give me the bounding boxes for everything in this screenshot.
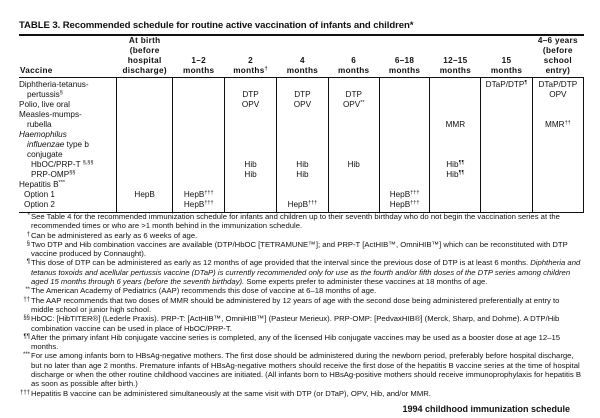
footnote-text: Can be administered as early as 6 weeks of age.	[31, 230, 198, 240]
dose-entry	[225, 140, 276, 150]
footnote-mark: ††	[23, 296, 30, 303]
footnote-text: After the primary infant Hib conjugate vaccine series is completed, any of the licensed Hib conjugate vaccines may be used as a booster dose at age 12–15 months.	[31, 332, 561, 352]
column-header-line: months	[439, 66, 472, 75]
dose-entry	[277, 120, 328, 130]
vaccine-name	[19, 170, 116, 180]
dose-entry	[380, 120, 430, 130]
dose-entry	[481, 180, 531, 190]
dose-entry	[481, 130, 531, 140]
dose-entry	[430, 150, 480, 160]
dose-entry	[225, 200, 276, 210]
footnote	[24, 286, 584, 295]
dose-entry	[481, 150, 531, 160]
dose-label: DTP	[345, 90, 362, 99]
dose-label: OPV	[241, 100, 260, 109]
footnote-mark: †††	[19, 389, 30, 396]
footnote	[24, 314, 584, 333]
footnote-mark: †	[264, 66, 268, 72]
footnote-text: Two DTP and Hib combination vaccines are available (DTP/HbOC [TETRAMUNE™]; and PRP-T [ActHIB™, OmniHIB™] which can be reconstituted with DTP vaccine produced by Connaught).	[31, 239, 568, 259]
vaccine-label: HbOC/PRP-T	[31, 160, 83, 169]
dose-entry	[481, 200, 531, 210]
column-header	[532, 36, 583, 78]
footnote-mark: †††	[308, 200, 318, 206]
dose-entry	[430, 120, 480, 130]
dose-entry	[173, 100, 224, 110]
vaccine-label: conjugate	[27, 150, 63, 159]
dose-label: DTaP/DTP	[485, 80, 525, 89]
dose-list	[173, 78, 224, 212]
dose-label: Hib	[347, 160, 360, 169]
footnote-mark: ††	[564, 120, 571, 126]
footnote-mark: †††	[204, 200, 214, 206]
dose-entry	[533, 190, 583, 200]
dose-entry	[117, 170, 172, 180]
footnote-mark: †††	[410, 190, 420, 196]
dose-entry	[533, 170, 583, 180]
dose-list	[481, 78, 531, 212]
vaccine-label: rubella	[27, 120, 52, 129]
footnote-text: See Table 4 for the recommended immunization schedule for infants and children up to their seventh birthday who do not begin the vaccination series at the recommended times or who are >1 month behind in the immunization schedule.	[31, 212, 560, 231]
footnotes	[19, 212, 584, 398]
dose-entry	[430, 130, 480, 140]
dose-entry	[225, 150, 276, 160]
schedule-cell-at-birth	[116, 78, 172, 213]
dose-list	[430, 78, 480, 212]
dose-entry	[380, 170, 430, 180]
column-header	[225, 36, 277, 78]
dose-entry	[329, 110, 379, 120]
dose-entry	[430, 170, 480, 180]
dose-entry	[225, 190, 276, 200]
column-header-line: 2	[248, 56, 253, 65]
column-header-line: 4	[300, 56, 305, 65]
footnote-mark: §§	[69, 170, 76, 176]
footnote-mark: †	[26, 231, 30, 238]
dose-entry	[380, 190, 430, 200]
footnote-text-italic: Diphtheria and tetanus toxoids and acellular pertussis vaccine (DTaP) is currently recommended only for use as the fourth and/or fifth doses of the DTP series among children aged 15 months through 6 years (before the seventh birthday).	[31, 258, 581, 287]
dose-label: HepB	[287, 200, 309, 209]
vaccine-label: Haemophilus	[19, 130, 67, 139]
dose-entry	[225, 120, 276, 130]
dose-label: OPV	[549, 90, 567, 99]
footnote-mark: ¶	[26, 259, 30, 266]
footnote	[24, 212, 584, 231]
column-header-line: months	[490, 66, 523, 75]
dose-entry	[430, 140, 480, 150]
dose-label: Hib	[244, 160, 257, 169]
column-header-line: months	[183, 66, 215, 75]
column-header-line: 4–6 years	[537, 36, 578, 45]
column-header-line: Vaccine	[20, 66, 53, 75]
dose-entry	[277, 160, 328, 170]
footnote	[24, 258, 584, 286]
vaccine-label: influenzae	[27, 140, 65, 149]
dose-label: DTP	[294, 90, 311, 99]
column-header	[328, 36, 379, 78]
dose-label: OPV	[293, 100, 312, 109]
dose-label: HepB	[389, 200, 411, 209]
vaccine-name	[19, 150, 116, 160]
dose-entry	[173, 140, 224, 150]
dose-entry	[380, 180, 430, 190]
dose-entry	[329, 80, 379, 90]
dose-entry	[533, 180, 583, 190]
dose-entry	[117, 200, 172, 210]
dose-entry	[173, 150, 224, 160]
column-header-line: entry)	[545, 66, 571, 75]
dose-entry	[380, 80, 430, 90]
dose-entry	[225, 100, 276, 110]
dose-entry	[117, 80, 172, 90]
column-header-line: 15	[501, 56, 512, 65]
dose-entry	[277, 80, 328, 90]
schedule-cell-m4	[277, 78, 329, 213]
dose-entry	[173, 120, 224, 130]
schedule-cell-m12-15	[430, 78, 481, 213]
dose-entry	[117, 120, 172, 130]
vaccine-label: pertussis	[27, 90, 60, 99]
vaccine-name	[19, 120, 116, 130]
dose-entry	[225, 160, 276, 170]
vaccine-name	[19, 190, 116, 200]
dose-entry	[430, 200, 480, 210]
column-header-line: hospital	[127, 56, 162, 65]
dose-entry	[533, 90, 583, 100]
vaccine-label: Option 2	[24, 200, 55, 209]
footnote-mark: ¶¶	[23, 333, 30, 340]
schedule-cell-m6	[328, 78, 379, 213]
dose-entry	[481, 100, 531, 110]
dose-entry	[533, 160, 583, 170]
footnote-mark: §	[26, 240, 30, 247]
dose-entry	[329, 190, 379, 200]
dose-entry	[380, 200, 430, 210]
dose-list	[533, 78, 583, 212]
dose-label: Hib	[244, 170, 257, 179]
vaccine-label: Diphtheria-tetanus-	[19, 80, 89, 89]
vaccine-column	[19, 78, 116, 213]
vaccine-list	[19, 78, 116, 212]
dose-label: HepB	[183, 190, 205, 199]
dose-entry	[277, 140, 328, 150]
dose-entry	[277, 110, 328, 120]
column-header	[379, 36, 430, 78]
dose-entry	[329, 120, 379, 130]
footnote-mark: †††	[410, 200, 420, 206]
dose-entry	[173, 170, 224, 180]
footnote-text: The American Academy of Pediatrics (AAP) recommends this dose of vaccine at 6–18 months of age.	[31, 286, 377, 296]
column-header-line: school	[543, 56, 572, 65]
dose-entry	[117, 140, 172, 150]
dose-entry	[277, 90, 328, 100]
dose-label: HepB	[183, 200, 205, 209]
footnote-mark: *	[27, 213, 30, 219]
footnote	[24, 240, 584, 259]
vaccine-label: Hepatitis B	[19, 180, 59, 189]
dose-entry	[533, 110, 583, 120]
dose-entry	[430, 110, 480, 120]
dose-entry	[277, 100, 328, 110]
dose-label: DTaP/DTP	[538, 80, 578, 89]
dose-entry	[380, 150, 430, 160]
footnote-text: For use among infants born to HBsAg-negative mothers. The first dose should be administered during the newborn period, preferably before hospital discharge, but no later than age 2 months. Premature infants of HBsAg-negative mothers should receive the first dose of the hepatitis B vaccine series at the time of hospital discharge or when the other routine childhood vaccines are initiated. (All infants born to HBsAg-positive mothers should receive immunoprophylaxis for hepatitis B as soon as possible after birth.)	[31, 351, 581, 389]
footnote-mark: §§	[23, 315, 30, 322]
dose-entry	[173, 180, 224, 190]
vaccine-label-suffix: type b	[64, 140, 89, 149]
table-body-row	[19, 78, 584, 213]
dose-entry	[173, 130, 224, 140]
column-header-line: At birth	[128, 36, 161, 45]
dose-entry	[277, 150, 328, 160]
dose-entry	[225, 90, 276, 100]
column-header-line: 6	[351, 56, 357, 65]
dose-entry	[430, 190, 480, 200]
dose-entry	[277, 200, 328, 210]
dose-label: Hib	[446, 160, 459, 169]
dose-entry	[533, 80, 583, 90]
column-header-line: months	[388, 66, 421, 75]
dose-entry	[329, 180, 379, 190]
footnote-mark: ***	[22, 352, 30, 359]
dose-label: HepB	[134, 190, 155, 199]
dose-entry	[533, 200, 583, 210]
vaccine-name	[19, 140, 116, 150]
footnote-mark: §	[59, 90, 63, 96]
footnote-mark: **	[25, 287, 30, 294]
column-header-line: months	[286, 66, 319, 75]
dose-list	[117, 78, 172, 212]
column-header-line: (before	[129, 46, 160, 55]
dose-list	[277, 78, 328, 212]
schedule-cell-m2	[225, 78, 277, 213]
schedule-cell-m1-2	[173, 78, 225, 213]
column-header-line: months	[233, 66, 265, 75]
footnote-mark: ¶¶	[458, 170, 465, 176]
column-header-line: 6–18	[394, 56, 415, 65]
dose-entry	[117, 150, 172, 160]
dose-entry	[533, 120, 583, 130]
footnote-mark: ¶	[524, 80, 528, 86]
column-header-line: discharge)	[122, 66, 167, 75]
dose-label: MMR	[545, 120, 565, 129]
dose-label: OPV	[342, 100, 361, 109]
dose-entry	[533, 150, 583, 160]
dose-entry	[173, 80, 224, 90]
footnote-text: Hepatitis B vaccine can be administered simultaneously at the same visit with DTP (or DTaP), OPV, Hib, and/or MMR.	[31, 388, 431, 398]
dose-entry	[225, 130, 276, 140]
column-header	[430, 36, 481, 78]
dose-label: Hib	[296, 160, 309, 169]
dose-entry	[173, 90, 224, 100]
dose-entry	[430, 160, 480, 170]
dose-entry	[380, 160, 430, 170]
footnote-mark: ***	[58, 180, 66, 186]
dose-entry	[117, 160, 172, 170]
dose-entry	[380, 100, 430, 110]
dose-entry	[277, 180, 328, 190]
footnote	[19, 388, 584, 398]
footnote	[24, 296, 584, 315]
dose-entry	[225, 180, 276, 190]
column-header-line: 1–2	[191, 56, 206, 65]
dose-entry	[329, 170, 379, 180]
dose-entry	[225, 80, 276, 90]
column-header-line: 12–15	[443, 56, 468, 65]
dose-entry	[329, 130, 379, 140]
column-header-line: months	[338, 66, 370, 75]
dose-entry	[430, 90, 480, 100]
vaccine-name	[19, 180, 116, 190]
dose-entry	[329, 100, 379, 110]
table-title: TABLE 3. Recommended schedule for routine active vaccination of infants and children*	[19, 20, 414, 31]
dose-label: MMR	[445, 120, 466, 129]
dose-list	[380, 78, 430, 212]
footnote-mark: †††	[204, 190, 214, 196]
dose-entry	[117, 90, 172, 100]
dose-entry	[117, 100, 172, 110]
vaccine-name	[19, 100, 116, 110]
dose-entry	[117, 110, 172, 120]
dose-entry	[533, 100, 583, 110]
dose-entry	[277, 170, 328, 180]
footnote-mark: **	[360, 100, 365, 106]
dose-entry	[430, 100, 480, 110]
column-header-line: (before	[542, 46, 573, 55]
dose-entry	[329, 200, 379, 210]
vaccine-name	[19, 110, 116, 120]
vaccine-label: Option 1	[24, 190, 55, 199]
dose-entry	[173, 190, 224, 200]
footnote	[24, 333, 584, 352]
column-header	[19, 36, 116, 78]
dose-entry	[225, 170, 276, 180]
vaccine-name	[19, 160, 116, 170]
dose-entry	[225, 110, 276, 120]
dose-entry	[329, 160, 379, 170]
dose-entry	[277, 130, 328, 140]
dose-entry	[329, 140, 379, 150]
dose-entry	[430, 180, 480, 190]
vaccine-name	[19, 130, 116, 140]
dose-entry	[481, 90, 531, 100]
dose-entry	[533, 140, 583, 150]
dose-entry	[173, 200, 224, 210]
schedule-cell-y4-6	[532, 78, 583, 213]
vaccine-name	[19, 200, 116, 210]
footnote-text: HbOC: [HibTITER®] (Lederle Praxis). PRP-T: [ActHIB™, OmniHIB™] (Pasteur Merieux). PRP-OMP: [PedvaxHIB®] (Merck, Sharp, and Dohme). A DTP/Hib combination vaccine can be used in place of HbOC/PRP-T.	[31, 314, 560, 333]
footnote	[24, 351, 584, 388]
dose-label: Hib	[296, 170, 309, 179]
header-row	[19, 36, 584, 78]
dose-label: Hib	[446, 170, 459, 179]
dose-entry	[117, 130, 172, 140]
vaccine-name	[19, 90, 116, 100]
column-header	[173, 36, 225, 78]
footnote-mark: ¶¶	[458, 160, 465, 166]
dose-entry	[173, 110, 224, 120]
column-header	[481, 36, 532, 78]
dose-entry	[481, 190, 531, 200]
dose-label: HepB	[389, 190, 411, 199]
schedule-table	[19, 36, 584, 213]
dose-list	[329, 78, 379, 212]
dose-entry	[173, 160, 224, 170]
dose-entry	[533, 130, 583, 140]
dose-entry	[117, 190, 172, 200]
footnote-text: Some experts prefer to administer these vaccines at 18 months of age.	[244, 277, 488, 287]
dose-entry	[329, 150, 379, 160]
vaccine-name	[19, 80, 116, 90]
dose-entry	[277, 190, 328, 200]
dose-entry	[481, 140, 531, 150]
dose-entry	[481, 160, 531, 170]
dose-entry	[380, 130, 430, 140]
column-header	[277, 36, 329, 78]
dose-entry	[329, 90, 379, 100]
dose-entry	[481, 110, 531, 120]
vaccine-label: Measles-mumps-	[19, 110, 82, 119]
dose-entry	[481, 170, 531, 180]
footnote-mark: §,§§	[82, 160, 94, 166]
dose-entry	[380, 90, 430, 100]
schedule-cell-m6-18	[379, 78, 430, 213]
dose-list	[225, 78, 276, 212]
footnote	[24, 231, 584, 240]
dose-entry	[481, 120, 531, 130]
footnote-text: This dose of DTP can be administered as early as 12 months of age provided that the interval since the previous dose of DTP is at least 6 months.	[31, 258, 529, 268]
dose-entry	[380, 140, 430, 150]
dose-entry	[430, 80, 480, 90]
column-header	[116, 36, 172, 78]
dose-entry	[481, 80, 531, 90]
dose-entry	[117, 180, 172, 190]
dose-label: DTP	[242, 90, 259, 99]
vaccine-label: PRP-OMP	[31, 170, 70, 179]
footnote-text: The AAP recommends that two doses of MMR should be administered by 12 years of age with the second dose being administered preferentially at entry to middle school or junior high school.	[31, 295, 560, 314]
dose-entry	[380, 110, 430, 120]
figure-caption: 1994 childhood immunization schedule	[402, 404, 570, 414]
vaccine-label: Polio, live oral	[19, 100, 70, 109]
schedule-cell-m15	[481, 78, 532, 213]
